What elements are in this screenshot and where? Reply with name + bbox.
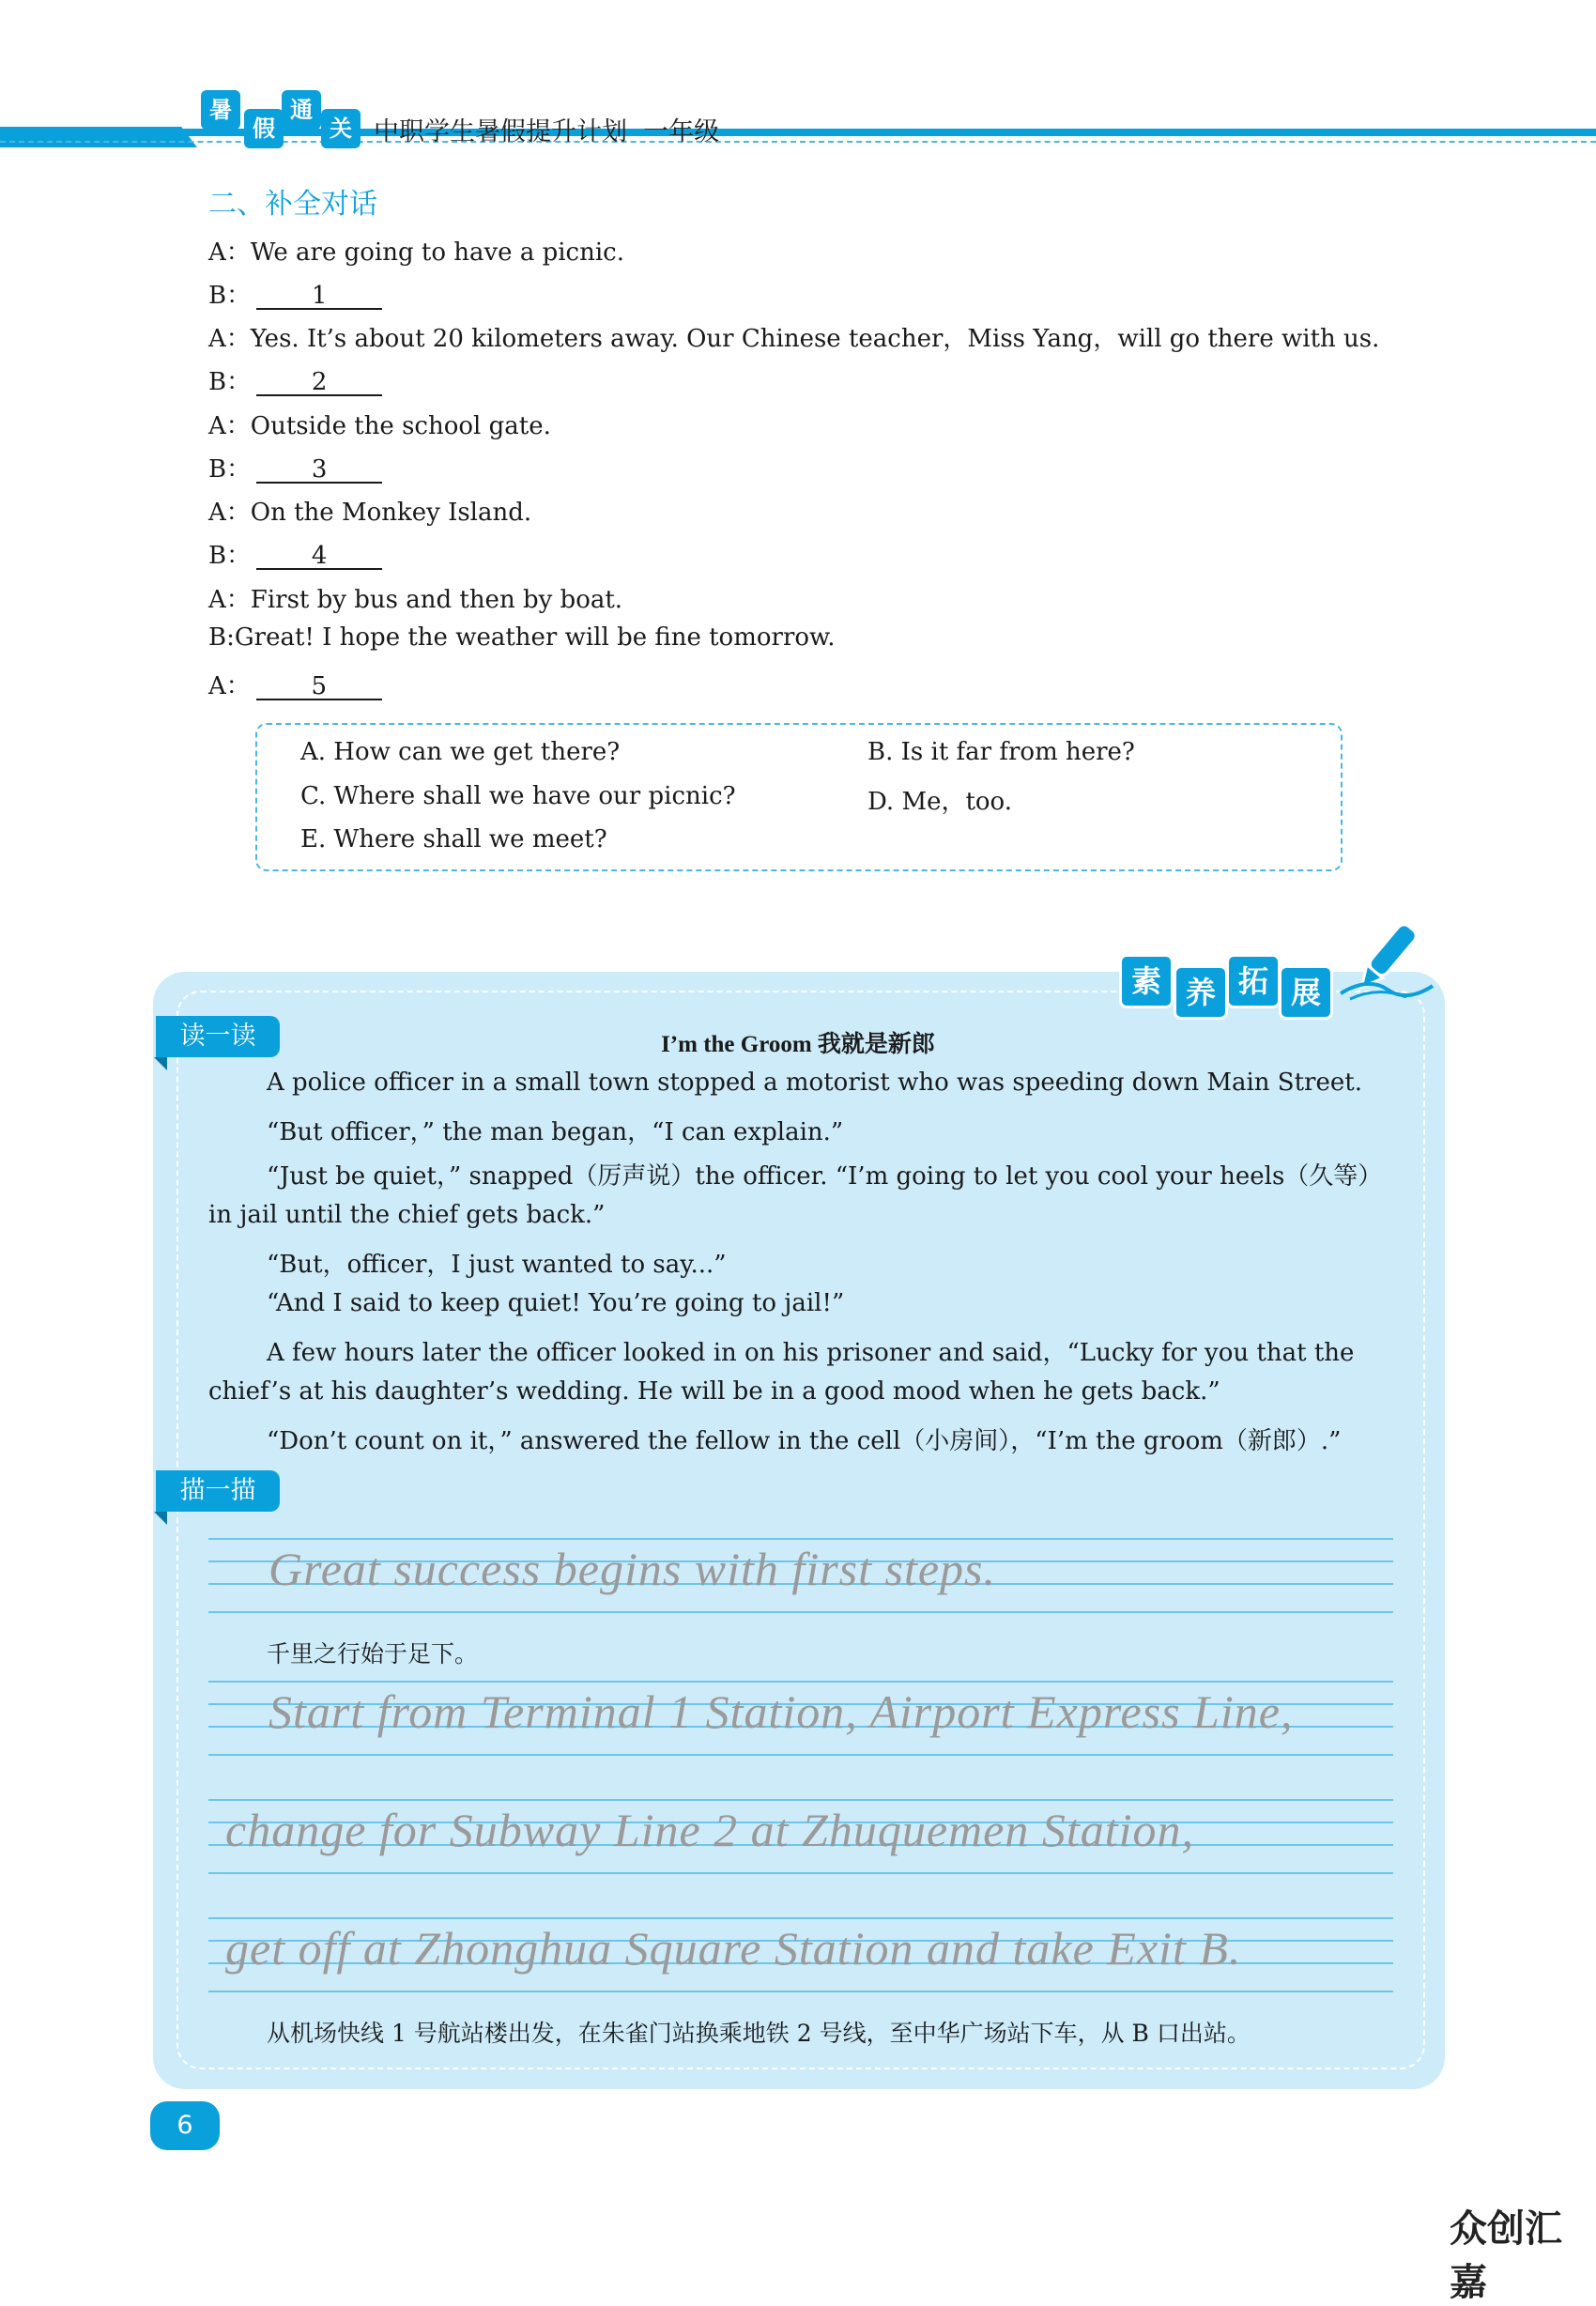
dialogue-line: A：On the Monkey Island.: [208, 499, 532, 527]
dialogue-line: B： 2: [208, 362, 382, 397]
pen-icon: [1331, 920, 1435, 1005]
story-paragraph: “But officer，” the man began，“I can explain.”: [267, 1118, 844, 1146]
dialogue-line: B： 3: [208, 450, 382, 484]
option-d: D. Me，too.: [867, 788, 1013, 816]
corner-badge: 养: [1174, 965, 1228, 1020]
translation: 从机场快线 1 号航站楼出发，在朱雀门站换乘地铁 2 号线，至中华广场站下车，从 B 口出站。: [267, 2020, 1251, 2047]
corner-badge: 拓: [1226, 954, 1281, 1008]
answer-blank[interactable]: 4: [256, 544, 382, 570]
trace-sentence: Great success begins with first steps.: [269, 1543, 997, 1595]
page-header: [0, 85, 1596, 160]
answer-blank[interactable]: 5: [256, 674, 382, 700]
dialogue-line: B： 4: [208, 536, 382, 571]
story-paragraph: A police officer in a small town stopped a motorist who was speeding down Main Street.: [267, 1068, 1362, 1097]
trace-sentence: change for Subway Line 2 at Zhuquemen Station,: [225, 1804, 1195, 1856]
translation: 千里之行始于足下。: [267, 1640, 479, 1668]
header-bar: [0, 129, 1596, 136]
story-paragraph: “And I said to keep quiet! You’re going to jail!”: [267, 1289, 845, 1317]
copybook-lines: [208, 1538, 1393, 1613]
page-number: 6: [150, 2101, 220, 2150]
dialogue-line: A：Outside the school gate.: [208, 412, 551, 440]
corner-badge: 素: [1119, 954, 1174, 1008]
copybook-lines: [208, 1917, 1393, 1992]
dialogue-line: A： 5: [208, 667, 382, 701]
trace-sentence: get off at Zhonghua Square Station and take Exit B.: [225, 1922, 1242, 1975]
dialogue-line: A：We are going to have a picnic.: [208, 238, 625, 267]
corner-badge: 展: [1279, 965, 1333, 1020]
answer-blank[interactable]: 3: [256, 457, 382, 484]
copybook-lines: [208, 1799, 1393, 1874]
watermark: 众创汇嘉: [1450, 2207, 1562, 2304]
story-paragraph: “Just be quiet，” snapped（厉声说）the officer. “I’m going to let you cool your heels（久等）: [267, 1162, 1383, 1191]
option-b: B. Is it far from here?: [867, 738, 1135, 766]
answer-blank[interactable]: 2: [256, 370, 382, 396]
story-paragraph: “Don’t count on it，” answered the fellow in the cell（小房间），“I’m the groom（新郎）.”: [267, 1427, 1342, 1455]
story-paragraph: A few hours later the officer looked in on his prisoner and said，“Lucky for you that the: [267, 1339, 1355, 1367]
dialogue-line: B： 1: [208, 276, 382, 311]
ribbon-fold: [154, 1057, 167, 1070]
section-title: 二、补全对话: [208, 188, 377, 221]
story-paragraph: chief’s at his daughter’s wedding. He will be in a good mood when he gets back.”: [208, 1377, 1220, 1406]
ribbon-fold: [154, 1512, 167, 1525]
read-label: 读一读: [156, 1016, 280, 1057]
copybook-lines: [208, 1681, 1393, 1756]
story-paragraph: “But，officer，I just wanted to say...”: [267, 1251, 727, 1279]
dialogue-line: A：First by bus and then by boat.: [208, 586, 623, 614]
header-badge: 关: [321, 109, 361, 148]
story-paragraph: in jail until the chief gets back.”: [208, 1201, 606, 1229]
dialogue-line: A：Yes. It’s about 20 kilometers away. Our Chinese teacher，Miss Yang，will go there with us.: [208, 325, 1380, 353]
trace-label: 描一描: [156, 1470, 280, 1512]
dialogue-line: B:Great! I hope the weather will be fine tomorrow.: [208, 623, 836, 652]
option-c: C. Where shall we have our picnic?: [300, 782, 736, 810]
header-badge: 假: [244, 109, 284, 148]
story-title: I’m the Groom 我就是新郎: [661, 1032, 935, 1057]
literacy-panel-border: [176, 991, 1425, 2069]
option-e: E. Where shall we meet?: [300, 825, 607, 853]
header-title: 中职学生暑假提升计划 一年级: [374, 117, 720, 146]
option-a: A. How can we get there?: [300, 738, 621, 766]
answer-blank[interactable]: 1: [256, 284, 382, 310]
header-badge: 通: [282, 90, 321, 130]
trace-sentence: Start from Terminal 1 Station, Airport Express Line,: [269, 1685, 1294, 1738]
header-badge: 暑: [201, 90, 240, 130]
header-dashed-line: [0, 141, 1596, 143]
